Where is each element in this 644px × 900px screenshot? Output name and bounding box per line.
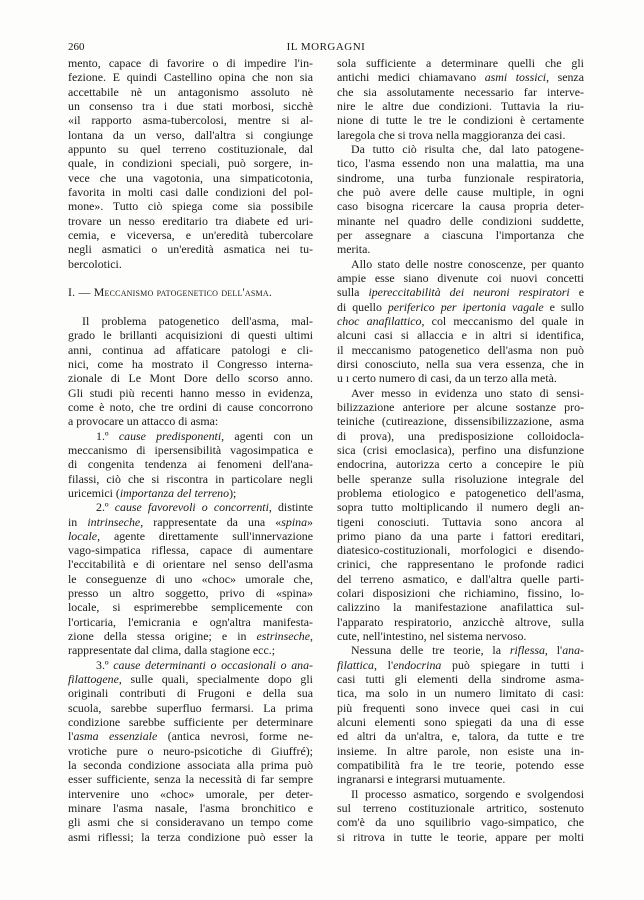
- text-line: caso bisogna ricercare la causa propria deter-: [337, 199, 584, 214]
- text-line: mento, capace di favorire o di impedire l'in-: [68, 56, 313, 70]
- text-line: sulla ipereccitabilità dei neuroni respiratori e: [337, 285, 584, 300]
- text-line: compatibilità fra le tre teorie, potendo esse: [337, 758, 584, 773]
- text-line: per assegnare a ciascuna l'importanza che: [337, 227, 584, 242]
- text-line: gli asmi che si consideravano un tempo come: [68, 815, 313, 830]
- text-line: problema etiologico e patogenetico dell'asma,: [337, 485, 584, 500]
- text-line: si ritrova in tutte le teorie, appare per molti: [337, 829, 584, 844]
- text-line: Il processo asmatico, sorgendo e svolgendosi: [351, 786, 584, 801]
- text-line: Da tutto ciò risulta che, dal lato patogene-: [351, 141, 584, 156]
- text-line: asmi riflessi; la terza condizione può esser la: [68, 829, 313, 844]
- italic-text: choc anafilattico: [337, 313, 422, 328]
- text-line: come è noto, che tre ordini di cause concorrono: [68, 399, 313, 414]
- text-line: che può avere delle cause multiple, in ogni: [337, 184, 584, 199]
- italic-text: periferico per ipertonia vagale: [387, 299, 544, 314]
- italic-text: locale: [68, 528, 98, 543]
- text-line: teiniche (cutireazione, dissensibilizzazione, asma: [337, 414, 584, 429]
- text-line: mone». Tutto ciò spiega come sia possibile: [68, 199, 313, 214]
- text-line: filattogene, sulle quali, specialmente dopo gli: [68, 672, 313, 687]
- text-line: filattica, l'endocrina può spiegare in tutti i: [337, 657, 584, 672]
- text-line: sul terreno costituzionale artritico, sostenuto: [337, 801, 584, 816]
- text-line: tica, ma solo in un numero limitato di casi:: [337, 686, 584, 701]
- text-line: zione della stessa origine; e in estrinseche,: [68, 629, 313, 644]
- text-line: di prova), una predisposizione colloidocla-: [337, 428, 584, 443]
- text-line: bercolotici.: [68, 256, 122, 271]
- text-line: com'è da uno squilibrio vago-simpatico, che: [337, 815, 584, 830]
- paragraph: [337, 643, 584, 786]
- text-line: l'asma essenziale (antica nevrosi, forme ne-: [68, 729, 313, 744]
- text-line: di congenita tendenza ai fenomeni dell'ana-: [68, 457, 313, 472]
- text-line: cemia, e viceversa, e un'eredità tubercolare: [68, 227, 313, 242]
- text-line: il meccanismo patogenetico dell'asma non può: [337, 342, 584, 357]
- text-line: sola sufficiente a determinare quelli che gli: [337, 56, 584, 70]
- italic-text: riflessa: [509, 643, 545, 658]
- italic-text: cause determinanti o occasionali o ana-: [113, 657, 313, 672]
- text-line: primo piano da una parte i fattori ereditari,: [337, 528, 584, 543]
- text-line: sica (crisi emoclasica), perfino una disfunzione: [337, 442, 584, 457]
- text-line: presso un altro soggetto, privo di «spina»: [68, 586, 313, 601]
- text-line: tigeni conosciuti. Tuttavia sono ancora al: [337, 514, 584, 529]
- text-line: la seconda condizione associata alla prima può: [68, 758, 313, 773]
- text-line: «il rapporto asma-tubercolosi, mentre si al-: [68, 113, 313, 128]
- text-line: dirsi conosciuto, nella sua vera essenza, che in: [337, 356, 584, 371]
- text-line: vece che una vagotonia, una simpaticotonia,: [68, 170, 313, 185]
- text-line: tico, l'asma essendo non una malattia, ma una: [337, 156, 584, 171]
- left-column: [68, 56, 313, 844]
- italic-text: filattogene: [68, 672, 119, 687]
- paragraph: [337, 787, 584, 844]
- text-line: trovare un nesso ereditario tra diabete ed uri-: [68, 213, 313, 228]
- text-line: nici, come ha mostrato il Congresso interna-: [68, 356, 313, 371]
- text-line: nione di tutte le tre le condizioni è certamente: [337, 113, 584, 128]
- italic-text: ipereccitabilità dei neuroni respiratori: [368, 285, 570, 300]
- text-line: choc anafilattico, col meccanismo del quale in: [337, 313, 584, 328]
- italic-text: filattica: [337, 657, 374, 672]
- text-line: a provocare un attacco di asma:: [68, 414, 219, 429]
- list-item: [68, 658, 313, 844]
- text-line: in intrinseche, rappresentate da una «spina»: [68, 514, 313, 529]
- paragraph: [337, 386, 584, 644]
- text-line: l'eccitabilità e di orientare nel senso dell'asma: [68, 557, 313, 572]
- text-line: negli asmatici o un'eredità asmatica nei tu-: [68, 242, 313, 257]
- page-number: 260: [68, 41, 85, 53]
- text-line: ampie esse siano divenute coi nuovi concetti: [337, 270, 584, 285]
- italic-text: asma essenziale: [73, 729, 158, 744]
- text-line: alcuni elementi sono spiegati da una di esse: [337, 715, 584, 730]
- left-column-body-text: [68, 314, 313, 844]
- right-column: [337, 56, 584, 844]
- paragraph: [68, 314, 313, 429]
- text-line: vrotiche pure o neuro-psicotiche di Giuffré);: [68, 743, 313, 758]
- text-line: rappresentate dal clima, dalla stagione ecc.;: [68, 643, 275, 658]
- text-line: del terreno asmatico, e dall'altra quelle parti-: [337, 571, 584, 586]
- text-line: casi tutti gli elementi della sindrome asma-: [337, 672, 584, 687]
- paragraph: [337, 56, 584, 142]
- text-line: 2.º cause favorevoli o concorrenti, distinte: [96, 500, 313, 515]
- text-line: ingranarsi e integrarsi mutuamente.: [337, 772, 506, 787]
- text-line: Allo stato delle nostre conoscenze, per quanto: [351, 256, 584, 271]
- text-line: un consenso tra i due stati morbosi, sicchè: [68, 98, 313, 113]
- text-line: antichi medici chiamavano asmi tossici, senza: [337, 70, 584, 85]
- text-line: merita.: [337, 242, 371, 257]
- text-line: quale, in condizioni speciali, può sorgere, in-: [68, 156, 313, 171]
- text-line: vago-simpatica riflessa, capace di aumentare: [68, 543, 313, 558]
- text-line: anni, continua ad affaticare patologi e cli-: [68, 342, 313, 357]
- text-line: Il problema patogenetico dell'asma, mal-: [82, 313, 313, 328]
- text-line: lontana da un verso, dall'altra si congiunge: [68, 127, 313, 142]
- text-line: 1.º cause predisponenti, agenti con un: [96, 428, 313, 443]
- text-line: bilizzazione anteriore per alcune sostanze pro-: [337, 399, 584, 414]
- paragraph: [68, 56, 313, 271]
- text-line: appunto su quel terreno costituzionale, dal: [68, 141, 313, 156]
- running-title: IL MORGAGNI: [286, 41, 366, 53]
- text-line: cute, nell'intestino, nel sistema nervoso.: [337, 629, 527, 644]
- italic-text: importanza del terreno: [119, 485, 230, 500]
- section-heading: I. — Meccanismo patogenetico dell'asma.: [68, 285, 272, 300]
- text-line: Nessuna delle tre teorie, la riflessa, l'ana-: [351, 643, 584, 658]
- text-line: belle speranze sulla risoluzione integrale del: [337, 471, 584, 486]
- text-line: crinici, che rappresentano le profonde radici: [337, 557, 584, 572]
- italic-text: cause favorevoli o concorrenti: [114, 500, 269, 515]
- text-line: locale, agente direttamente sull'innervazione: [68, 528, 313, 543]
- text-line: l'orticaria, l'emicrania e ogn'altra manifesta-: [68, 614, 313, 629]
- text-line: grado le brillanti acquisizioni di questi ultimi: [68, 328, 313, 343]
- text-line: 3.º cause determinanti o occasionali o ana-: [96, 657, 313, 672]
- text-line: intervenire uno «choc» umorale, per deter-: [68, 786, 313, 801]
- text-line: Aver messo in evidenza uno stato di sensi-: [351, 385, 584, 400]
- italic-text: asmi tossici: [484, 70, 547, 85]
- text-line: sopra tutto moltiplicando il numero degli an-: [337, 500, 584, 515]
- text-line: diatesico-costituzionali, morfologici e disendo-: [337, 543, 584, 558]
- text-line: alcuni casi si allaccia e in altri si identifica,: [337, 328, 584, 343]
- italic-text: intrinseche: [87, 514, 141, 529]
- text-line: le conseguenze di uno «choc» umorale che,: [68, 571, 313, 586]
- text-line: endocrina, autorizza certo a concepire le più: [337, 457, 584, 472]
- italic-text: estrinseche: [256, 629, 311, 644]
- text-line: u ı certo numero di casi, da un terzo alla metà.: [337, 371, 557, 386]
- text-line: più frequenti sono invece quei casi in cui: [337, 700, 584, 715]
- text-line: calizzino la manifestazione anafilattica sul-: [337, 600, 584, 615]
- italic-text: ana-: [562, 643, 584, 658]
- text-line: fezione. E quindi Castellino opina che non sia: [68, 70, 313, 85]
- text-line: minante nel quadro delle condizioni suddette,: [337, 213, 584, 228]
- text-line: che sia assolutamente necessario far interve-: [337, 84, 584, 99]
- text-line: minare l'asma nasale, l'asma bronchitico e: [68, 801, 313, 816]
- text-line: colari disposizioni che richiamino, fissino, lo-: [337, 586, 584, 601]
- text-line: Gli studi più recenti hanno messo in evidenza,: [68, 385, 313, 400]
- running-header: [68, 41, 584, 55]
- text-line: filassi, ciò che si riscontra in particolare negli: [68, 471, 313, 486]
- text-line: di quello periferico per ipertonia vagale e sullo: [337, 299, 584, 314]
- text-line: locale, si esprimerebbe semplicemente con: [68, 600, 313, 615]
- text-line: l'apparato respiratorio, anzicchè altrove, sulla: [337, 614, 584, 629]
- italic-text: spina: [281, 514, 308, 529]
- italic-text: cause predisponenti: [118, 428, 222, 443]
- italic-text: endocrina: [393, 657, 442, 672]
- text-line: ed altri da un'altra, e, talora, da tutte e tre: [337, 729, 584, 744]
- list-item: [68, 429, 313, 501]
- text-line: favorita in molti casi dalle condizioni del pol-: [68, 184, 313, 199]
- text-line: uricemici (importanza del terreno);: [68, 485, 237, 500]
- text-line: scuola, sarebbe superfluo fermarsi. La prima: [68, 700, 313, 715]
- text-line: meccanismo di ipersensibilità vagosimpatica e: [68, 442, 313, 457]
- paragraph: [337, 142, 584, 257]
- text-line: sindrome, una turba funzionale respiratoria,: [337, 170, 584, 185]
- left-column-top-text: [68, 56, 313, 271]
- text-line: accettabile nè un antagonismo assoluto nè: [68, 84, 313, 99]
- list-item: [68, 500, 313, 658]
- text-line: insieme. In altre parole, non esiste una in-: [337, 743, 584, 758]
- paragraph: [337, 257, 584, 386]
- text-line: zionale di Le Mont Dore dello scorso anno.: [68, 371, 313, 386]
- text-line: condizione sarebbe sufficiente per determinare: [68, 715, 313, 730]
- text-line: nire le altre due condizioni. Tuttavia la riu-: [337, 98, 584, 113]
- text-line: laregola che si trova nella maggioranza dei casi.: [337, 127, 566, 142]
- text-line: esser sufficiente, senza la necessità di far sempre: [68, 772, 313, 787]
- text-line: originali contributi di Frugoni e della sua: [68, 686, 313, 701]
